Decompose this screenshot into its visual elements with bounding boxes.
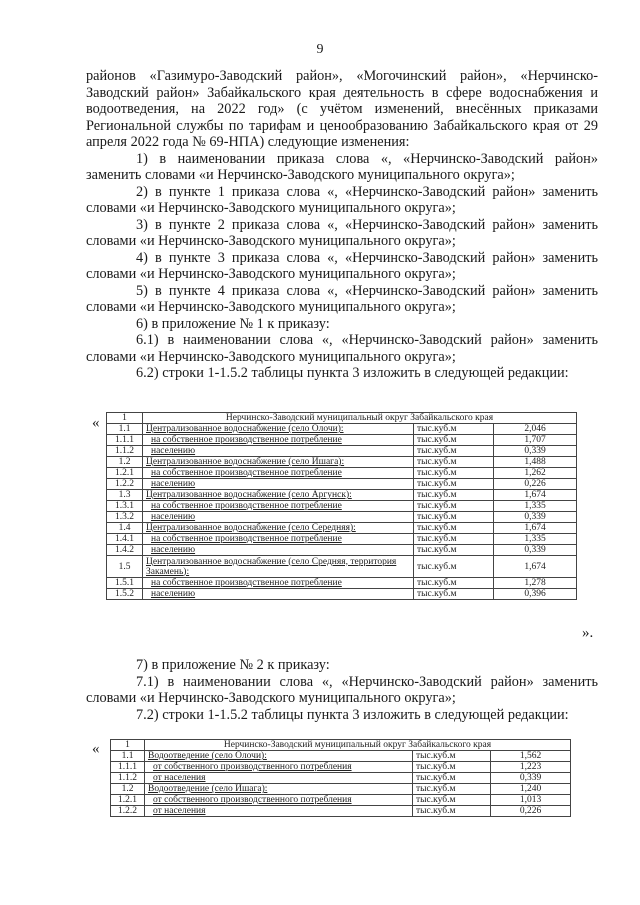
row-unit-text: тыс.куб.м — [417, 435, 457, 445]
row-number-text: 1.3.1 — [115, 501, 134, 511]
row-number — [111, 762, 145, 773]
table-row — [107, 468, 577, 479]
row-value — [494, 490, 577, 501]
row-number — [107, 446, 143, 457]
row-value — [494, 424, 577, 435]
table-row — [107, 490, 577, 501]
table-row — [107, 589, 577, 600]
row-unit — [413, 795, 491, 806]
row-name — [143, 468, 414, 479]
table-row — [107, 479, 577, 490]
row-value-text: 1,262 — [524, 468, 546, 478]
row-unit-text: тыс.куб.м — [417, 490, 457, 500]
row-name-text: Водоотведение (село Ишага): — [148, 784, 268, 794]
row-value-text: 1,335 — [524, 501, 546, 511]
row-value — [491, 795, 571, 806]
row-unit — [413, 784, 491, 795]
row-value-text: 1,674 — [524, 490, 546, 500]
row-value — [491, 751, 571, 762]
row-number — [107, 424, 143, 435]
row-name-text: Водоотведение (село Олочи): — [148, 751, 267, 761]
row-number — [111, 795, 145, 806]
row-value — [491, 806, 571, 817]
row-name-text: Централизованное водоснабжение (село Середняя): — [146, 523, 356, 533]
table-row — [107, 545, 577, 556]
paragraph-item-6-2: 6.2) строки 1-1.5.2 таблицы пункта 3 изложить в следующей редакции: — [136, 365, 569, 381]
row-value — [494, 523, 577, 534]
row-unit-text: тыс.куб.м — [417, 578, 457, 588]
row-unit — [414, 490, 494, 501]
body-text — [86, 68, 598, 382]
row-number — [107, 501, 143, 512]
row-name — [145, 795, 413, 806]
row-name-text: Централизованное водоснабжение (село Аргунск): — [146, 490, 352, 500]
table-header-number: 1 — [111, 740, 145, 751]
row-unit — [413, 751, 491, 762]
row-unit-text: тыс.куб.м — [416, 762, 456, 772]
row-unit — [414, 512, 494, 523]
row-name — [143, 490, 414, 501]
row-value — [494, 545, 577, 556]
table-row — [111, 751, 571, 762]
row-value-text: 1,278 — [524, 578, 546, 588]
row-value-text: 0,226 — [524, 479, 546, 489]
row-number — [107, 479, 143, 490]
paragraph-item-7-2: 7.2) строки 1-1.5.2 таблицы пункта 3 изложить в следующей редакции: — [136, 706, 569, 723]
row-unit-text: тыс.куб.м — [417, 523, 457, 533]
table-header-row — [111, 740, 571, 751]
row-value — [494, 556, 577, 578]
row-unit — [414, 479, 494, 490]
row-name-text: населению — [151, 512, 196, 522]
row-number-text: 1.1.2 — [118, 773, 137, 783]
row-unit-text: тыс.куб.м — [416, 773, 456, 783]
row-value-text: 1,674 — [524, 523, 546, 533]
row-value-text: 1,674 — [524, 561, 546, 572]
row-unit-text: тыс.куб.м — [417, 501, 457, 511]
row-number — [111, 784, 145, 795]
table-row — [107, 435, 577, 446]
row-name-text: Централизованное водоснабжение (село Олочи): — [146, 424, 344, 434]
row-number-text: 1.5 — [118, 561, 131, 572]
row-unit-text: тыс.куб.м — [416, 795, 456, 805]
row-unit — [414, 589, 494, 600]
row-name — [145, 751, 413, 762]
row-value-text: 2,046 — [524, 424, 546, 434]
row-number-text: 1.1 — [118, 424, 131, 434]
water-supply-table — [106, 412, 577, 600]
row-number — [111, 806, 145, 817]
row-number — [111, 751, 145, 762]
row-unit-text: тыс.куб.м — [417, 457, 457, 467]
row-name-text: населению — [151, 589, 196, 599]
row-number — [111, 773, 145, 784]
row-value-text: 0,339 — [524, 446, 546, 456]
table-header-number: 1 — [107, 413, 143, 424]
table-row — [107, 523, 577, 534]
row-name-text: на собственное производственное потребление — [151, 501, 342, 511]
paragraph-item-1: 1) в наименовании приказа слова «, «Нерчинско-Заводский район» заменить словами «и Нерчинско-Заводского муниципального округа»; — [86, 150, 598, 183]
row-number — [107, 523, 143, 534]
row-unit — [414, 424, 494, 435]
row-value — [494, 457, 577, 468]
paragraph-item-2: 2) в пункте 1 приказа слова «, «Нерчинско-Заводский район» заменить словами «и Нерчинско-Заводского муниципального округа»; — [86, 183, 598, 216]
row-name — [145, 773, 413, 784]
row-name — [143, 457, 414, 468]
row-number-text: 1.1 — [121, 751, 134, 761]
row-unit-text: тыс.куб.м — [417, 446, 457, 456]
row-value-text: 0,339 — [524, 545, 546, 555]
row-number — [107, 512, 143, 523]
row-number — [107, 490, 143, 501]
table-row — [111, 795, 571, 806]
row-value-text: 1,335 — [524, 534, 546, 544]
row-number — [107, 468, 143, 479]
row-value — [491, 762, 571, 773]
row-name — [143, 512, 414, 523]
row-name — [143, 556, 414, 578]
table-row — [107, 457, 577, 468]
table-row — [111, 762, 571, 773]
row-value-text: 0,226 — [519, 806, 542, 816]
table-row — [111, 806, 571, 817]
row-value — [491, 784, 571, 795]
row-value-text: 1,707 — [524, 435, 546, 445]
row-name — [143, 446, 414, 457]
row-name — [143, 479, 414, 490]
open-quote-table-2: « — [92, 741, 100, 757]
row-unit — [414, 523, 494, 534]
drainage-table — [110, 739, 571, 817]
close-quote-table-1: ». — [582, 625, 594, 641]
row-unit — [414, 446, 494, 457]
row-name — [143, 578, 414, 589]
open-quote-table-1: « — [92, 415, 100, 431]
table-row — [107, 501, 577, 512]
row-value-text: 1,562 — [519, 751, 542, 761]
row-unit — [413, 762, 491, 773]
body-text-middle — [86, 657, 598, 723]
table-row — [107, 556, 577, 578]
row-number-text: 1.3.2 — [115, 512, 134, 522]
row-name — [145, 806, 413, 817]
paragraph-item-7-1: 7.1) в наименовании слова «, «Нерчинско-Заводский район» заменить словами «и Нерчинско-Заводского муниципального округа»; — [86, 673, 598, 706]
row-number — [107, 457, 143, 468]
row-unit — [414, 534, 494, 545]
row-unit-text: тыс.куб.м — [417, 512, 457, 522]
row-name-text: Централизованное водоснабжение (село Ишага): — [146, 457, 345, 467]
row-number-text: 1.4.1 — [115, 534, 134, 544]
row-name — [143, 534, 414, 545]
row-number-text: 1.2.1 — [115, 468, 134, 478]
row-value — [494, 468, 577, 479]
row-name — [143, 501, 414, 512]
row-name-text: населению — [151, 479, 196, 489]
table-header-title: Нерчинско-Заводский муниципальный округ Забайкальского края — [143, 413, 577, 424]
row-value — [494, 578, 577, 589]
row-unit-text: тыс.куб.м — [417, 479, 457, 489]
table-row — [107, 446, 577, 457]
row-unit — [413, 806, 491, 817]
row-name-text: от собственного производственного потребления — [153, 762, 352, 772]
row-number-text: 1.2.2 — [115, 479, 134, 489]
row-value — [494, 512, 577, 523]
row-unit-text: тыс.куб.м — [416, 751, 456, 761]
row-unit-text: тыс.куб.м — [417, 424, 457, 434]
paragraph-item-3: 3) в пункте 2 приказа слова «, «Нерчинско-Заводский район» заменить словами «и Нерчинско-Заводского муниципального округа»; — [86, 216, 598, 249]
row-unit — [414, 556, 494, 578]
row-name — [145, 762, 413, 773]
row-number-text: 1.2.2 — [118, 806, 137, 816]
paragraph-item-7: 7) в приложение № 2 к приказу: — [136, 657, 330, 673]
row-number-text: 1.1.1 — [118, 762, 137, 772]
row-value — [491, 773, 571, 784]
row-unit-text: тыс.куб.м — [417, 545, 457, 555]
row-unit-text: тыс.куб.м — [417, 561, 457, 572]
table-row — [107, 424, 577, 435]
row-name — [143, 435, 414, 446]
row-name-text: населению — [151, 545, 196, 555]
table-row — [111, 773, 571, 784]
row-name-text: на собственное производственное потребление — [151, 468, 342, 478]
row-number — [107, 534, 143, 545]
row-name — [143, 523, 414, 534]
row-number — [107, 556, 143, 578]
row-value-text: 0,339 — [524, 512, 546, 522]
row-number-text: 1.5.2 — [115, 589, 134, 599]
row-value — [494, 435, 577, 446]
row-unit — [414, 578, 494, 589]
row-number-text: 1.1.1 — [115, 435, 134, 445]
row-number-text: 1.1.2 — [115, 446, 134, 456]
row-value — [494, 501, 577, 512]
row-name-text: от населения — [153, 806, 206, 816]
row-number — [107, 435, 143, 446]
row-value — [494, 446, 577, 457]
row-name-text: населению — [151, 446, 196, 456]
row-number-text: 1.2 — [118, 457, 131, 467]
paragraph-intro: районов «Газимуро-Заводский район», «Могочинский район», «Нерчинско-Заводский район» Забайкальского края деятельность в сфере водоснабжения и водоотведения, на 2022 год» (с учётом изменений, внесённых приказами Региональной службы по тарифам и ценообразованию Забайкальского края от 29 апреля 2022 года № 69-НПА) следующие изменения: — [86, 68, 598, 150]
row-name-text: на собственное производственное потребление — [151, 534, 342, 544]
row-number — [107, 578, 143, 589]
table-header-row — [107, 413, 577, 424]
row-unit — [414, 501, 494, 512]
row-value-text: 1,223 — [519, 762, 542, 772]
table-row — [107, 578, 577, 589]
row-unit — [414, 457, 494, 468]
table-row — [107, 534, 577, 545]
row-value — [494, 534, 577, 545]
row-unit-text: тыс.куб.м — [416, 784, 456, 794]
row-unit-text: тыс.куб.м — [417, 468, 457, 478]
row-name-text: от собственного производственного потребления — [153, 795, 352, 805]
row-unit — [414, 468, 494, 479]
row-number — [107, 545, 143, 556]
paragraph-item-6: 6) в приложение № 1 к приказу: — [136, 315, 330, 332]
row-number-text: 1.3 — [118, 490, 131, 500]
row-value-text: 1,240 — [519, 784, 542, 794]
paragraph-item-5: 5) в пункте 4 приказа слова «, «Нерчинско-Заводский район» заменить словами «и Нерчинско-Заводского муниципального округа»; — [86, 282, 598, 315]
row-name — [143, 545, 414, 556]
table-row — [107, 512, 577, 523]
row-unit-text: тыс.куб.м — [416, 806, 456, 816]
row-value-text: 0,339 — [519, 773, 542, 783]
table-row — [111, 784, 571, 795]
row-unit — [414, 435, 494, 446]
row-value — [494, 479, 577, 490]
row-name-text: на собственное производственное потребление — [151, 435, 342, 445]
row-name-text: Централизованное водоснабжение (село Средняя, территория Закамень): — [146, 556, 397, 577]
row-name-text: на собственное производственное потребление — [151, 578, 342, 588]
row-unit-text: тыс.куб.м — [417, 534, 457, 544]
row-number-text: 1.4.2 — [115, 545, 134, 555]
row-value — [494, 589, 577, 600]
row-number-text: 1.4 — [118, 523, 131, 533]
row-name-text: от населения — [153, 773, 206, 783]
table-header-title: Нерчинско-Заводский муниципальный округ Забайкальского края — [145, 740, 571, 751]
row-name — [143, 424, 414, 435]
row-value-text: 0,396 — [524, 589, 546, 599]
paragraph-item-4: 4) в пункте 3 приказа слова «, «Нерчинско-Заводский район» заменить словами «и Нерчинско-Заводского муниципального округа»; — [86, 249, 598, 282]
row-unit-text: тыс.куб.м — [417, 589, 457, 599]
row-number-text: 1.5.1 — [115, 578, 134, 588]
row-number-text: 1.2.1 — [118, 795, 137, 805]
row-name — [143, 589, 414, 600]
row-unit — [413, 773, 491, 784]
row-unit — [414, 545, 494, 556]
row-number-text: 1.2 — [121, 784, 134, 794]
row-value-text: 1,488 — [524, 457, 546, 467]
row-number — [107, 589, 143, 600]
row-name — [145, 784, 413, 795]
row-value-text: 1,013 — [519, 795, 542, 805]
paragraph-item-6-1: 6.1) в наименовании слова «, «Нерчинско-Заводский район» заменить словами «и Нерчинско-Заводского муниципального округа»; — [86, 332, 598, 365]
page-number: 9 — [316, 42, 324, 57]
